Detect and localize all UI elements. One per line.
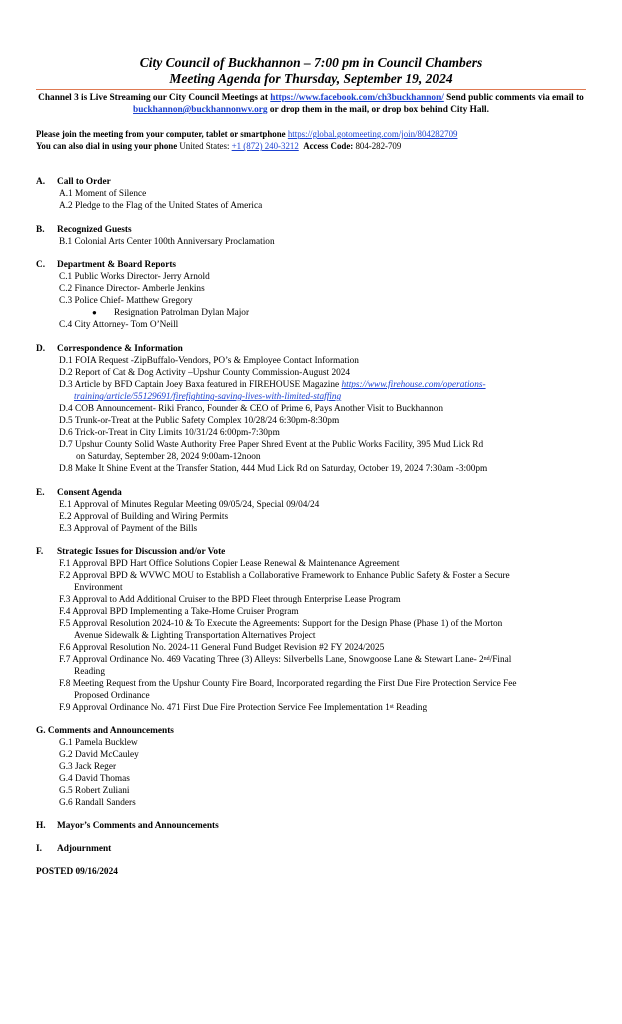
agenda-item-continuation: Environment [74,583,123,593]
agenda-item: A.2 Pledge to the Flag of the United States of America [59,201,263,211]
agenda-item: F.1 Approval BPD Hart Office Solutions Copier Lease Renewal & Maintenance Agreement [59,559,400,569]
join-online-line: Please join the meeting from your computer, tablet or smartphone https://global.gotomeeting.com/join/804282709 [36,129,458,139]
email-link[interactable]: buckhannon@buckhannonwv.org [133,105,268,115]
agenda-item: F.5 Approval Resolution 2024-10 & To Execute the Agreements: Support for the Design Phase (Phase 1) of the Morton [59,619,503,629]
agenda-item-continuation: Proposed Ordinance [74,691,150,701]
agenda-subtitle: Meeting Agenda for Thursday, September 19, 2024 [169,71,453,86]
agenda-item: E.3 Approval of Payment of the Bills [59,524,198,534]
agenda-item: D.6 Trick-or-Treat in City Limits 10/31/24 6:00pm-7:30pm [59,428,280,438]
agenda-item: B.1 Colonial Arts Center 100th Anniversary Proclamation [59,237,275,247]
section-d-heading: D. Correspondence & Information [36,344,183,354]
agenda-item: D.4 COB Announcement- Riki Franco, Founder & CEO of Prime 6, Pays Another Visit to Buckhannon [59,404,444,414]
agenda-item: A.1 Moment of Silence [59,189,147,199]
agenda-item: G.3 Jack Reger [59,762,117,772]
bullet-item: ● Resignation Patrolman Dylan Major [92,308,250,318]
agenda-item: D.7 Upshur County Solid Waste Authority Free Paper Shred Event at the Public Works Facility, 395 Mud Lick Rd [59,440,484,450]
agenda-item: G.6 Randall Sanders [59,798,136,808]
section-e-heading: E. Consent Agenda [36,488,122,498]
posted-date: POSTED 09/16/2024 [36,867,118,877]
agenda-item: D.2 Report of Cat & Dog Activity –Upshur County Commission-August 2024 [59,368,351,378]
agenda-item: F.6 Approval Resolution No. 2024-11 General Fund Budget Revision #2 FY 2024/2025 [59,643,385,653]
agenda-item: F.2 Approval BPD & WVWC MOU to Establish a Collaborative Framework to Enhance Public Safety & Foster a Secure [59,571,510,581]
agenda-item: C.4 City Attorney- Tom O’Neill [59,320,179,330]
agenda-item: C.2 Finance Director- Amberle Jenkins [59,284,205,294]
section-b-heading: B. Recognized Guests [36,225,132,235]
agenda-item: C.1 Public Works Director- Jerry Arnold [59,272,210,282]
agenda-item: G.5 Robert Zuliani [59,786,130,796]
facebook-link[interactable]: https://www.facebook.com/ch3buckhannon/ [270,93,444,103]
agenda-item: D.3 Article by BFD Captain Joey Baxa featured in FIREHOUSE Magazine https://www.firehouse.com/operations- [59,380,486,390]
agenda-item: G.4 David Thomas [59,774,130,784]
join-phone-line: You can also dial in using your phone United States: +1 (872) 240-3212 Access Code: 804-282-709 [36,141,402,151]
agenda-item-continuation: Reading [74,667,105,677]
agenda-item-continuation [74,391,341,403]
agenda-item: F.9 Approval Ordinance No. 471 First Due Fire Protection Service Fee Implementation 1st Reading [59,703,428,713]
agenda-item: F.3 Approval to Add Additional Cruiser to the BPD Fleet through Enterprise Lease Program [59,595,401,605]
agenda-item-continuation: Avenue Sidewalk & Lighting Transportation Alternatives Project [74,631,316,641]
gotomeeting-link[interactable]: https://global.gotomeeting.com/join/804282709 [287,129,458,139]
agenda-item: E.2 Approval of Building and Wiring Permits [59,512,229,522]
agenda-item: G.2 David McCauley [59,750,139,760]
streaming-notice: Channel 3 is Live Streaming our City Council Meetings at https://www.facebook.com/ch3buckhannon/ Send public comments via email to buckhannon@buckhannonwv.org or drop them in the mail, or drop box behind City Hall. [38,93,584,115]
section-i-heading: I. Adjournment [36,844,112,854]
agenda-item: E.1 Approval of Minutes Regular Meeting 09/05/24, Special 09/04/24 [59,500,320,510]
phone-link[interactable]: +1 (872) 240-3212 [231,141,299,151]
section-h-heading: H. Mayor’s Comments and Announcements [36,821,219,831]
header-divider [36,89,586,90]
section-c-heading: C. Department & Board Reports [36,260,177,270]
agenda-item: C.3 Police Chief- Matthew Gregory [59,296,193,306]
firehouse-article-link[interactable]: https://www.firehouse.com/operations- [341,380,486,390]
agenda-item: F.8 Meeting Request from the Upshur County Fire Board, Incorporated regarding the First Due Fire Protection Service Fee [59,679,517,689]
bullet-icon: ● [92,308,97,317]
agenda-item: F.4 Approval BPD Implementing a Take-Home Cruiser Program [59,607,299,617]
firehouse-article-link-cont[interactable]: training/article/55129691/firefighting-saving-lives-with-limited-staffing [74,392,342,402]
section-g-heading: G. Comments and Announcements [36,726,174,736]
section-a-heading: A. Call to Order [36,177,111,187]
agenda-item: D.1 FOIA Request -ZipBuffalo-Vendors, PO’s & Employee Contact Information [59,356,359,366]
agenda-item: D.5 Trunk-or-Treat at the Public Safety Complex 10/28/24 6:30pm-8:30pm [59,416,340,426]
agenda-item: D.8 Make It Shine Event at the Transfer Station, 444 Mud Lick Rd on Saturday, October 19, 2024 7:30am -3:00pm [59,464,488,474]
agenda-item: F.7 Approval Ordinance No. 469 Vacating Three (3) Alleys: Silverbells Lane, Snowgoose Lane & Stewart Lane- 2nd/Final [59,655,512,665]
agenda-title: City Council of Buckhannon – 7:00 pm in Council Chambers [139,55,483,70]
section-f-heading: F. Strategic Issues for Discussion and/or Vote [36,547,226,557]
agenda-item: G.1 Pamela Bucklew [59,738,138,748]
agenda-item-continuation: on Saturday, September 28, 2024 9:00am-12noon [76,452,261,462]
